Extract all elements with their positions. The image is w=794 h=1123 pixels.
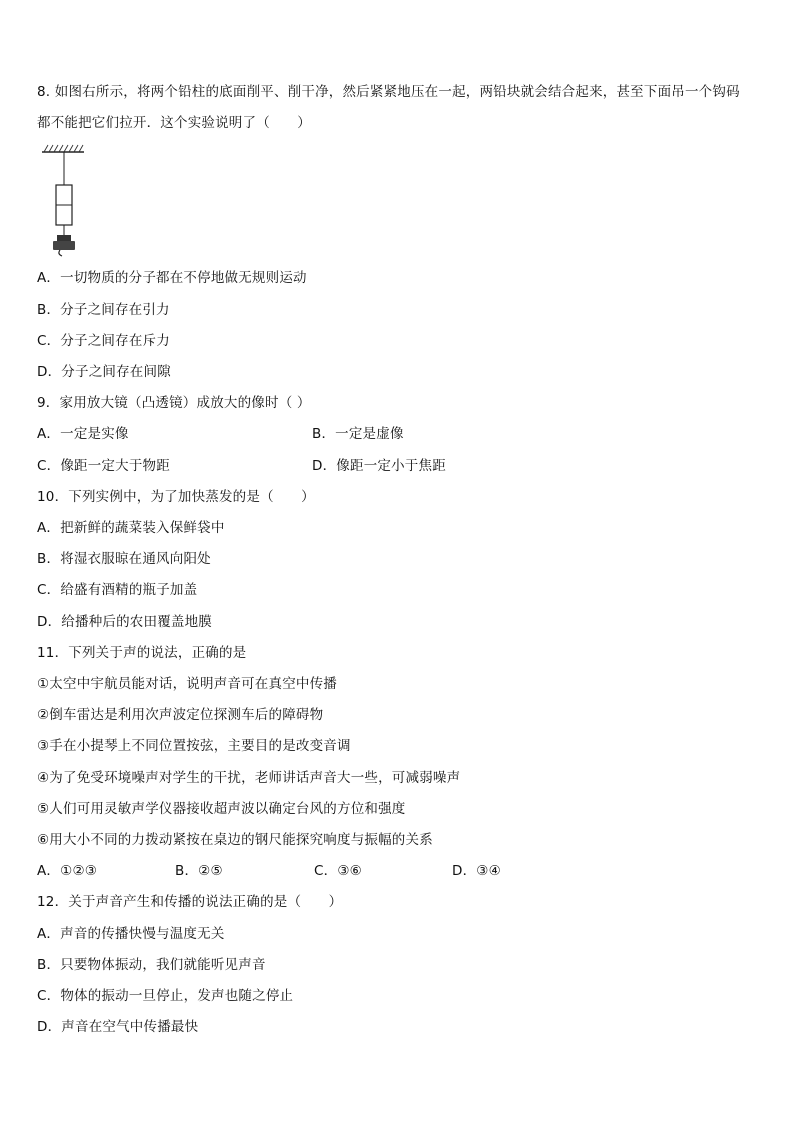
- q12-option-b: B．只要物体振动，我们就能听见声音: [37, 957, 266, 973]
- q11-option-b: B．②⑤: [175, 863, 223, 879]
- q8-option-b: B．分子之间存在引力: [37, 302, 170, 318]
- q8-option-a: A．一切物质的分子都在不停地做无规则运动: [37, 270, 307, 286]
- q10-option-b: B．将湿衣服晾在通风向阳处: [37, 551, 211, 567]
- q8-option-d: D．分子之间存在间隙: [37, 364, 171, 380]
- q10-option-d: D．给播种后的农田覆盖地膜: [37, 614, 212, 630]
- q12-option-c: C．物体的振动一旦停止，发声也随之停止: [37, 988, 294, 1004]
- q9-stem: 9．家用放大镜（凸透镜）成放大的像时（ ）: [37, 395, 311, 411]
- q9-row1: [37, 424, 404, 444]
- q9-option-c: C．像距一定大于物距: [37, 458, 170, 474]
- q11-option-a: A．①②③: [37, 863, 98, 879]
- q11-statement-3: ③手在小提琴上不同位置按弦，主要目的是改变音调: [37, 738, 351, 754]
- q11-statement-4: ④为了免受环境噪声对学生的干扰，老师讲话声音大一些，可减弱噪声: [37, 770, 461, 786]
- q8-stem-line2: 都不能把它们拉开．这个实验说明了（ ）: [37, 115, 311, 131]
- q11-stem: 11．下列关于声的说法，正确的是: [37, 645, 247, 661]
- q10-option-c: C．给盛有酒精的瓶子加盖: [37, 582, 198, 598]
- q12-option-a: A．声音的传播快慢与温度无关: [37, 926, 225, 942]
- q11-statement-1: ①太空中宇航员能对话，说明声音可在真空中传播: [37, 676, 338, 692]
- q11-statement-2: ②倒车雷达是利用次声波定位探测车后的障碍物: [37, 707, 324, 723]
- q11-statement-5: ⑤人们可用灵敏声学仪器接收超声波以确定台风的方位和强度: [37, 801, 406, 817]
- q10-stem: 10．下列实例中，为了加快蒸发的是（ ）: [37, 489, 315, 505]
- lead-cylinder-figure: [40, 143, 88, 258]
- q10-option-a: A．把新鲜的蔬菜装入保鲜袋中: [37, 520, 225, 536]
- q9-row2: [37, 456, 446, 476]
- q9-option-d: D．像距一定小于焦距: [312, 458, 446, 474]
- q11-statement-6: ⑥用大小不同的力拨动紧按在桌边的钢尺能探究响度与振幅的关系: [37, 832, 433, 848]
- q11-option-c: C．③⑥: [314, 863, 362, 879]
- q9-option-a: A．一定是实像: [37, 426, 129, 442]
- q8-option-c: C．分子之间存在斥力: [37, 333, 170, 349]
- q9-option-b: B．一定是虚像: [312, 426, 404, 442]
- q12-stem: 12．关于声音产生和传播的说法正确的是（ ）: [37, 894, 343, 910]
- q11-options-row: [37, 861, 501, 881]
- q11-option-d: D．③④: [452, 863, 501, 879]
- q12-option-d: D．声音在空气中传播最快: [37, 1019, 199, 1035]
- q8-stem-line1: 8. 如图右所示，将两个铅柱的底面削平、削干净，然后紧紧地压在一起，两铅块就会结合起来，甚至下面吊一个钩码: [37, 84, 740, 100]
